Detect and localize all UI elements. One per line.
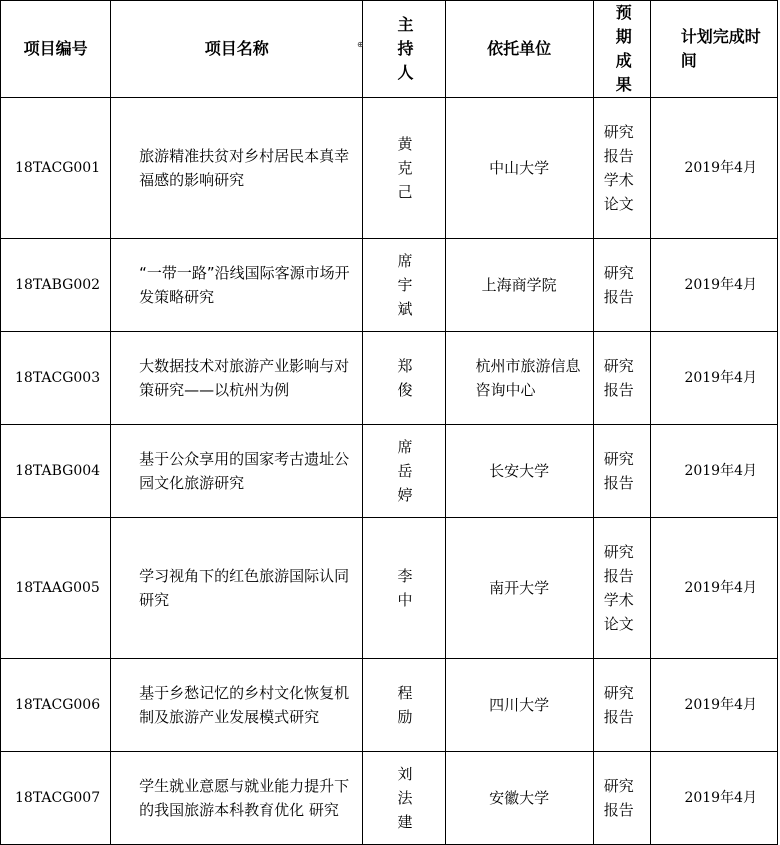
header-org: 依托单位 [445, 1, 593, 98]
project-date: 2019年4月 [650, 425, 777, 518]
table-row [1, 425, 778, 518]
table-row [1, 332, 778, 425]
project-date: 2019年4月 [650, 98, 777, 239]
project-code: 18TACG001 [1, 98, 111, 239]
table-row [1, 518, 778, 659]
table-row [1, 98, 778, 239]
header-name: 项目名称 [111, 1, 363, 98]
project-result: 研究报告 [593, 239, 650, 332]
project-name: 旅游精准扶贫对乡村居民本真幸福感的影响研究 [111, 98, 363, 239]
project-date: 2019年4月 [650, 239, 777, 332]
project-result: 研究报告 [593, 425, 650, 518]
project-code: 18TABG002 [1, 239, 111, 332]
project-host: 刘法建 [363, 752, 445, 845]
project-org: 四川大学 [445, 659, 593, 752]
table-row [1, 659, 778, 752]
project-result: 研究报告学术论文 [593, 518, 650, 659]
header-result: 预期成果 [593, 1, 650, 98]
project-name: 基于乡愁记忆的乡村文化恢复机制及旅游产业发展模式研究 [111, 659, 363, 752]
project-org: 南开大学 [445, 518, 593, 659]
project-date: 2019年4月 [650, 332, 777, 425]
project-org: 长安大学 [445, 425, 593, 518]
project-host: 席岳婷 [363, 425, 445, 518]
project-date: 2019年4月 [650, 518, 777, 659]
project-code: 18TACG003 [1, 332, 111, 425]
project-code: 18TAAG005 [1, 518, 111, 659]
project-name: 学习视角下的红色旅游国际认同研究 [111, 518, 363, 659]
project-org: 安徽大学 [445, 752, 593, 845]
project-name: 基于公众享用的国家考古遗址公园文化旅游研究 [111, 425, 363, 518]
project-result: 研究报告 [593, 659, 650, 752]
project-date: 2019年4月 [650, 752, 777, 845]
project-code: 18TABG004 [1, 425, 111, 518]
project-name: 学生就业意愿与就业能力提升下的我国旅游本科教育优化 研究 [111, 752, 363, 845]
project-host: 黄克己 [363, 98, 445, 239]
project-org: 中山大学 [445, 98, 593, 239]
header-date: 计划完成时间 [650, 1, 777, 98]
header-host: 主持人 [363, 1, 445, 98]
column-resize-handle-icon[interactable]: ⊕ [357, 40, 364, 49]
table-row [1, 239, 778, 332]
project-host: 席宇斌 [363, 239, 445, 332]
project-host: 李中 [363, 518, 445, 659]
project-result: 研究报告学术论文 [593, 98, 650, 239]
project-host: 郑俊 [363, 332, 445, 425]
project-code: 18TACG006 [1, 659, 111, 752]
project-org: 杭州市旅游信息咨询中心 [445, 332, 593, 425]
table-row [1, 752, 778, 845]
project-org: 上海商学院 [445, 239, 593, 332]
project-date: 2019年4月 [650, 659, 777, 752]
project-code: 18TACG007 [1, 752, 111, 845]
project-result: 研究报告 [593, 332, 650, 425]
header-row [1, 1, 778, 98]
project-name: 大数据技术对旅游产业影响与对策研究——以杭州为例 [111, 332, 363, 425]
project-host: 程励 [363, 659, 445, 752]
project-result: 研究报告 [593, 752, 650, 845]
project-name: “一带一路”沿线国际客源市场开发策略研究 [111, 239, 363, 332]
header-code: 项目编号 [1, 1, 111, 98]
